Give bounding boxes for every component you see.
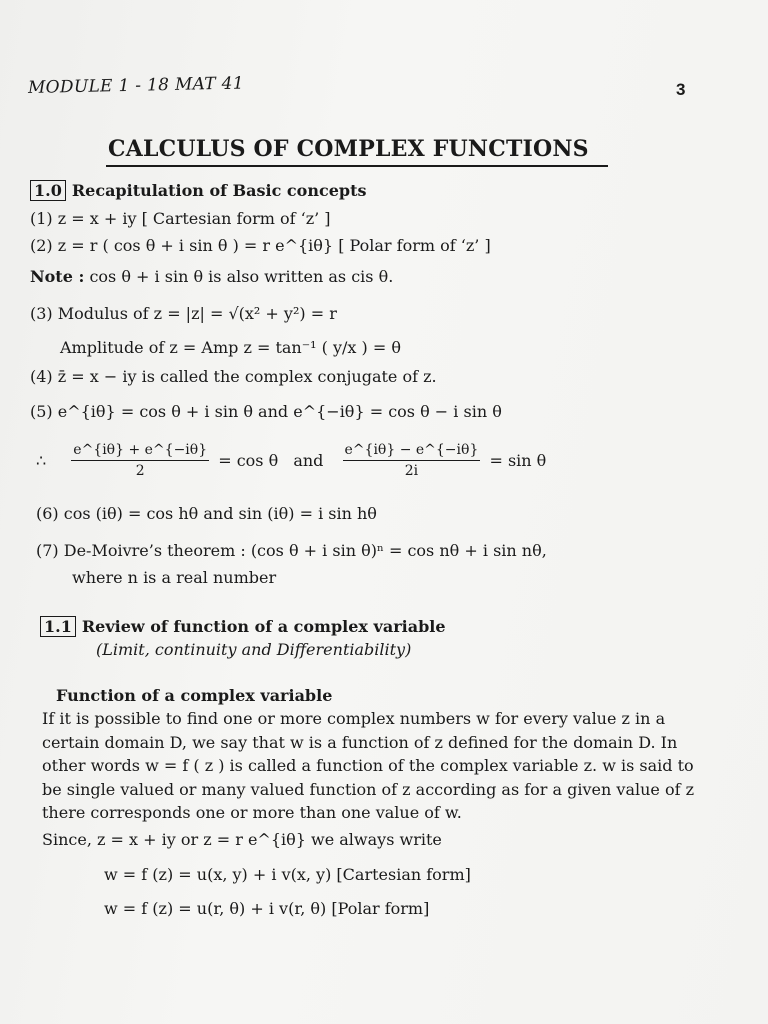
fraction-cos-rhs: = cos θ [218,451,279,470]
function-heading: Function of a complex variable [56,686,333,705]
section-1-1-heading [40,616,446,637]
section-title: Review of function of a complex variable [81,617,446,636]
fraction-sin-rhs: = sin θ [489,451,547,470]
amplitude-line: Amplitude of z = Amp z = tan⁻¹ ( y/x ) = θ [60,338,401,357]
function-paragraph: If it is possible to find one or more complex numbers w for every value z in a certain domain D, we say that w is a function of z defined for the domain D. In other words w = f ( z ) is called a function of the complex variable z. w is said to be single valued or many valued function of z according as for a given value of z there corresponds one or more than one value of w. [42,709,695,822]
section-1-0-heading [30,180,366,201]
section-number-box: 1.1 [40,616,76,637]
section-title: Recapitulation of Basic concepts [71,181,367,200]
fraction-cos-denominator: 2 [135,463,145,479]
cartesian-form: w = f (z) = u(x, y) + i v(x, y) [Cartesian form] [104,865,471,884]
polar-form: w = f (z) = u(r, θ) + i v(r, θ) [Polar form] [104,899,430,918]
item-4: (4) z̄ = x − iy is called the complex conjugate of z. [30,367,437,386]
item-6: (6) cos (iθ) = cos hθ and sin (iθ) = i sin hθ [36,504,377,523]
item-1: (1) z = x + iy [ Cartesian form of ‘z’ ] [30,209,331,228]
item-3: (3) Modulus of z = |z| = √(x² + y²) = r [30,304,337,323]
title-underline [106,165,608,167]
item-7: (7) De-Moivre’s theorem : (cos θ + i sin θ)ⁿ = cos nθ + i sin nθ, [36,541,547,560]
since-line: Since, z = x + iy or z = r e^{iθ} we always write [42,830,442,849]
fraction-sin [343,442,481,479]
and-word: and [293,451,324,470]
note-text: cos θ + i sin θ is also written as cis θ. [89,267,394,286]
section-number-box: 1.0 [30,180,66,201]
fraction-cos-numerator: e^{iθ} + e^{−iθ} [71,442,209,461]
item-5: (5) e^{iθ} = cos θ + i sin θ and e^{−iθ} = cos θ − i sin θ [30,402,502,421]
fraction-sin-denominator: 2i [404,463,419,479]
item-7-where: where n is a real number [72,568,277,587]
fraction-cos [71,442,209,479]
fraction-sin-numerator: e^{iθ} − e^{−iθ} [343,442,481,461]
page-number: 3 [676,80,686,99]
section-1-1-subheading: (Limit, continuity and Differentiability) [96,640,412,659]
note-label: Note : [30,267,85,286]
page-title: CALCULUS OF COMPLEX FUNCTIONS [108,136,589,162]
therefore-symbol: ∴ [36,451,47,470]
item-2: (2) z = r ( cos θ + i sin θ ) = r e^{iθ} [ Polar form of ‘z’ ] [30,236,491,255]
fraction-line [36,442,546,479]
note-line [30,267,393,286]
running-head: MODULE 1 - 18 MAT 41 [27,73,245,98]
